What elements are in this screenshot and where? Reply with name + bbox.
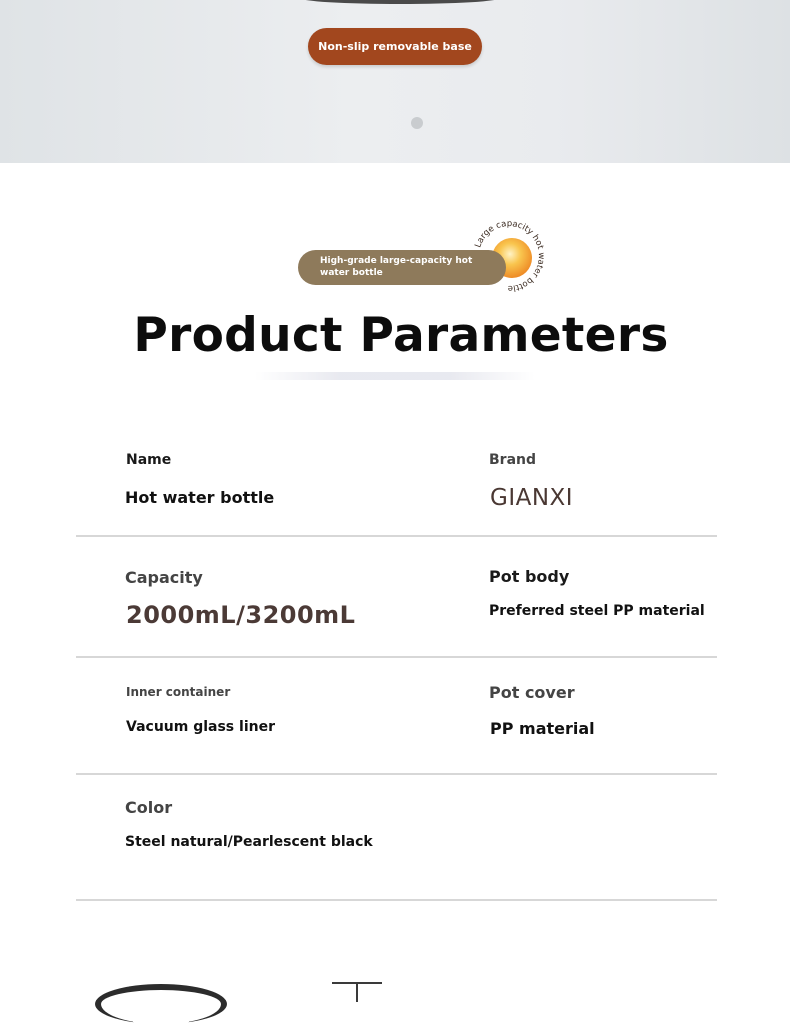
- brand-label: Brand: [489, 452, 537, 468]
- inner-container-value: Vacuum glass liner: [126, 719, 275, 735]
- dimension-line: [356, 982, 358, 1002]
- capacity-value: 2000mL/3200mL: [126, 601, 356, 629]
- color-value: Steel natural/Pearlescent black: [125, 834, 373, 850]
- base-foot-dot: [411, 117, 423, 129]
- pot-cover-label: Pot cover: [489, 683, 575, 702]
- pot-cover-value: PP material: [490, 719, 595, 738]
- pot-body-value: Preferred steel PP material: [489, 603, 705, 619]
- inner-container-label: Inner container: [126, 685, 231, 699]
- capacity-label: Capacity: [125, 568, 203, 587]
- product-lid-partial: [95, 984, 227, 1024]
- feature-badge: Non-slip removable base: [308, 28, 482, 65]
- name-label: Name: [126, 452, 172, 468]
- pot-body-label: Pot body: [489, 567, 570, 586]
- page-title: Product Parameters: [133, 308, 669, 363]
- row-divider: [76, 773, 717, 775]
- product-base-edge: [300, 0, 500, 4]
- row-divider: [76, 899, 717, 901]
- title-reflection: [255, 372, 535, 380]
- color-label: Color: [125, 798, 173, 817]
- product-photo-banner: [0, 0, 790, 163]
- name-value: Hot water bottle: [125, 488, 275, 507]
- row-divider: [76, 656, 717, 658]
- header-pill: [298, 250, 506, 285]
- sticker-arc-text: Large capacity hot water bottle: [473, 218, 546, 294]
- header-pill-line1: High-grade large-capacity hot: [320, 256, 473, 266]
- brand-value: GIANXI: [490, 485, 574, 511]
- header-pill-line2: water bottle: [320, 268, 383, 278]
- row-divider: [76, 535, 717, 537]
